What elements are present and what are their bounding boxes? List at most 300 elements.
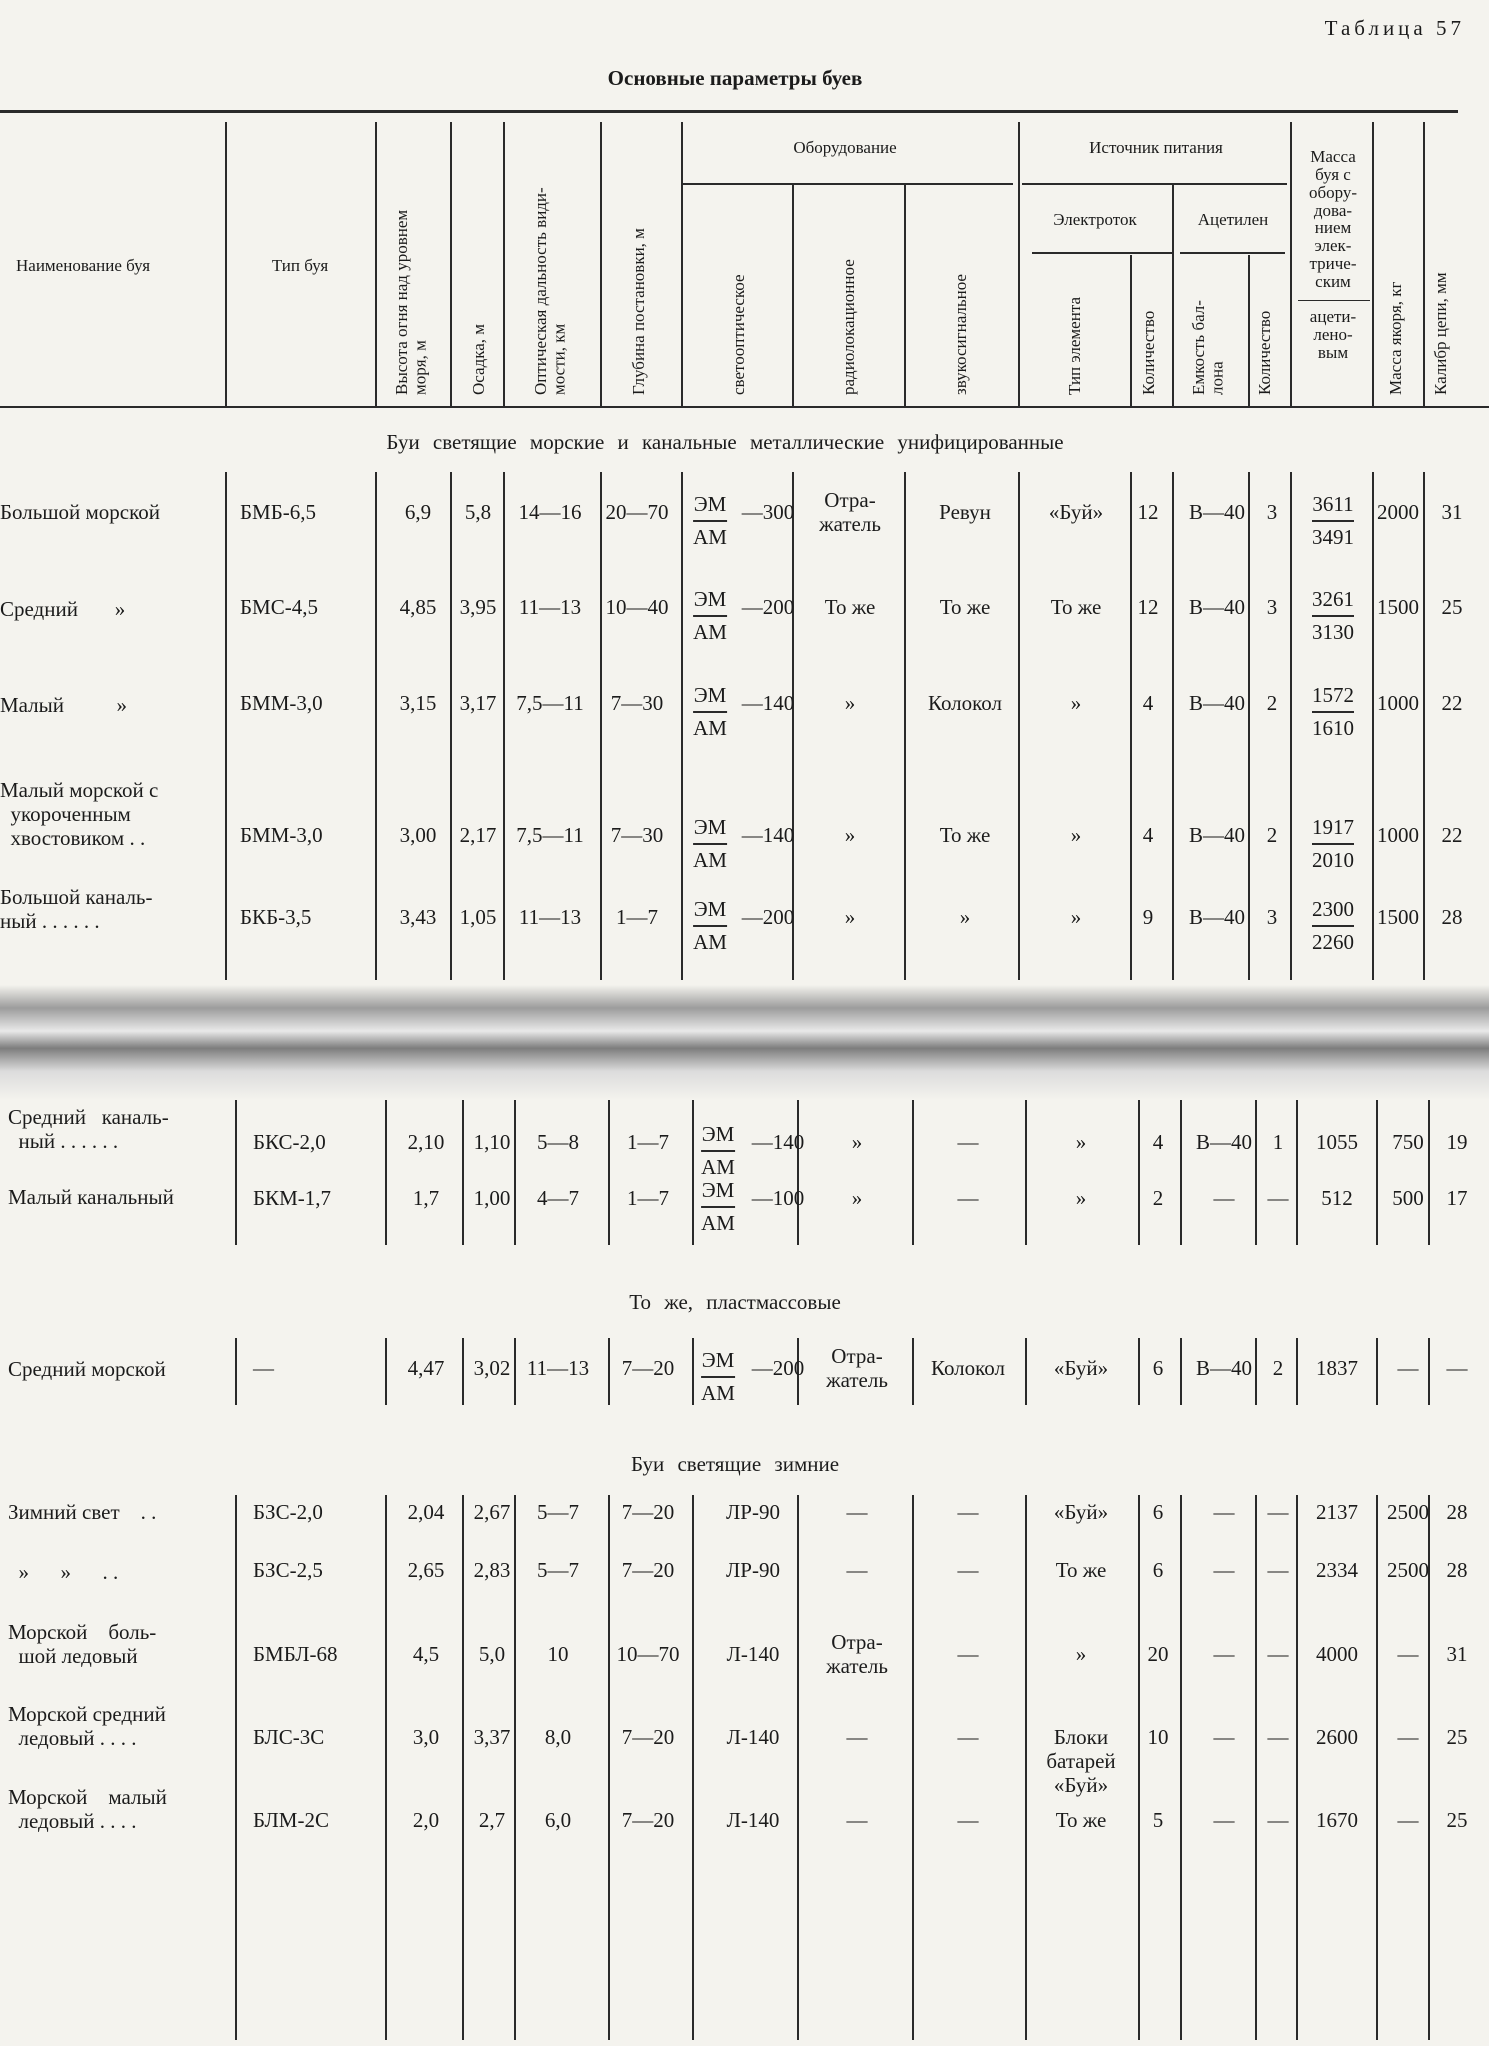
hdr-sep	[503, 122, 505, 406]
row-light-fraction-top: ЭМ	[701, 1122, 735, 1146]
row-qty2: 3	[1266, 595, 1278, 619]
row-light-fraction-bar	[701, 1150, 735, 1152]
row-capacity: В—40	[1188, 823, 1246, 847]
row-name: Зимний свет . .	[8, 1500, 157, 1524]
row-chain: 25	[1441, 595, 1463, 619]
row-range: 5—7	[537, 1558, 579, 1582]
row-height: 3,43	[399, 905, 437, 929]
row-sound: »	[959, 905, 971, 929]
row-chain: 28	[1446, 1500, 1468, 1524]
row-draft: 2,83	[473, 1558, 511, 1582]
row-qty2: 2	[1266, 823, 1278, 847]
row-light-fraction-bottom: АМ	[701, 1155, 735, 1179]
row-type: БЛС-3С	[253, 1725, 325, 1749]
row-radar: —	[846, 1500, 868, 1524]
column-separator	[1290, 472, 1292, 980]
row-chain: 31	[1441, 500, 1463, 524]
row-height: 1,7	[412, 1186, 440, 1210]
row-radar: »	[844, 823, 856, 847]
row-electric-element: »	[1070, 905, 1082, 929]
row-light-fraction-bottom: АМ	[693, 716, 727, 740]
row-light-fraction-bottom: АМ	[701, 1211, 735, 1235]
row-qty1: 6	[1152, 1356, 1164, 1380]
row-light-fraction-top: ЭМ	[693, 587, 727, 611]
row-mass-fraction-bottom: 1610	[1312, 716, 1354, 740]
row-chain: 31	[1446, 1642, 1468, 1666]
row-type: БКБ-3,5	[240, 905, 312, 929]
row-qty1: 4	[1152, 1130, 1164, 1154]
row-range: 4—7	[537, 1186, 579, 1210]
row-light-fraction-bar	[693, 843, 727, 845]
row-light-fraction	[693, 685, 727, 739]
row-lamp: —140	[741, 823, 795, 847]
row-anchor: 1000	[1377, 691, 1419, 715]
row-name: Морской средний ледовый . . . .	[8, 1702, 166, 1751]
row-height: 4,47	[407, 1356, 445, 1380]
column-separator	[1025, 1495, 1027, 2040]
hdr-sep	[1172, 185, 1174, 406]
row-sound: —	[957, 1558, 979, 1582]
row-capacity: В—40	[1188, 905, 1246, 929]
row-qty1: 6	[1152, 1500, 1164, 1524]
row-name: Большой каналь- ный . . . . . .	[0, 885, 153, 934]
row-qty2: 2	[1272, 1356, 1284, 1380]
row-mass: 1837	[1316, 1356, 1358, 1380]
column-separator	[1423, 472, 1425, 980]
row-qty2: 3	[1266, 500, 1278, 524]
section-plastic: То же, пластмассовые	[629, 1290, 841, 1314]
row-light-fraction	[693, 589, 727, 643]
row-lamp: —140	[751, 1130, 805, 1154]
row-mass-fraction-bar	[1312, 520, 1354, 522]
row-qty1: 9	[1142, 905, 1154, 929]
row-mass: 2600	[1316, 1725, 1358, 1749]
row-range: 7,5—11	[516, 823, 584, 847]
row-light-fraction-bar	[693, 615, 727, 617]
row-light-fraction-bar	[693, 925, 727, 927]
row-height: 3,15	[399, 691, 437, 715]
row-capacity: В—40	[1195, 1356, 1253, 1380]
row-light-fraction-bar	[693, 711, 727, 713]
row-type: БКС-2,0	[253, 1130, 326, 1154]
column-separator	[1172, 472, 1174, 980]
row-qty1: 12	[1137, 500, 1159, 524]
row-depth: 1—7	[627, 1186, 669, 1210]
header-sound: звукосигнальное	[951, 274, 970, 395]
row-lamp: —200	[741, 595, 795, 619]
header-height: Высота огня над уровнем моря, м	[392, 209, 430, 395]
column-separator	[375, 472, 377, 980]
column-separator	[1248, 472, 1250, 980]
hdr-sep	[1372, 122, 1374, 406]
row-electric-element: »	[1070, 823, 1082, 847]
row-height: 3,00	[399, 823, 437, 847]
row-mass: 2137	[1316, 1500, 1358, 1524]
row-draft: 2,67	[473, 1500, 511, 1524]
row-light-fraction-top: ЭМ	[693, 683, 727, 707]
row-mass: 512	[1321, 1186, 1353, 1210]
acetylene-rule	[1180, 252, 1285, 254]
row-depth: 1—7	[616, 905, 658, 929]
header-anchor: Масса якоря, кг	[1386, 281, 1405, 395]
row-depth: 7—20	[621, 1808, 675, 1832]
row-depth: 7—20	[621, 1725, 675, 1749]
header-name: Наименование буя	[16, 256, 151, 275]
row-draft: 3,17	[459, 691, 497, 715]
row-name: Средний каналь- ный . . . . . .	[8, 1105, 169, 1154]
row-mass-fraction-bar	[1312, 925, 1354, 927]
row-radar: »	[844, 905, 856, 929]
row-anchor: 1000	[1377, 823, 1419, 847]
row-draft: 1,05	[459, 905, 497, 929]
column-separator	[1018, 472, 1020, 980]
header-mass-top: Масса буя с обору- дова- нием элек- триче- ским	[1308, 147, 1358, 291]
row-draft: 3,02	[473, 1356, 511, 1380]
row-mass-fraction	[1312, 817, 1354, 871]
row-type: БМБ-6,5	[240, 500, 317, 524]
column-separator	[450, 472, 452, 980]
row-type: БМБЛ-68	[253, 1642, 338, 1666]
row-light-fraction	[701, 1124, 735, 1178]
row-type: БКМ-1,7	[253, 1186, 331, 1210]
column-separator	[1376, 1495, 1378, 2040]
hdr-sep	[792, 185, 794, 406]
row-sound: —	[957, 1725, 979, 1749]
row-draft: 3,95	[459, 595, 497, 619]
row-electric-element: »	[1075, 1186, 1087, 1210]
row-radar: »	[844, 691, 856, 715]
row-qty2: —	[1267, 1725, 1289, 1749]
row-anchor: —	[1397, 1725, 1419, 1749]
row-qty1: 5	[1152, 1808, 1164, 1832]
row-anchor: 2500	[1387, 1558, 1429, 1582]
header-element-type: Тип элемента	[1065, 296, 1084, 395]
hdr-sep	[1248, 255, 1250, 406]
header-mass-bottom: ацети- лено- вым	[1309, 307, 1357, 362]
row-sound: —	[957, 1130, 979, 1154]
column-separator	[235, 1495, 237, 2040]
column-separator	[1372, 472, 1374, 980]
row-chain: 19	[1446, 1130, 1468, 1154]
row-range: 6,0	[544, 1808, 572, 1832]
row-depth: 7—30	[610, 823, 664, 847]
row-sound: —	[957, 1186, 979, 1210]
row-light-fraction	[701, 1350, 735, 1404]
row-electric-element: То же	[1050, 595, 1102, 619]
row-light-fraction-bar	[701, 1206, 735, 1208]
hdr-sep	[1018, 122, 1020, 406]
table-number: Таблица 57	[1324, 16, 1465, 40]
row-chain: 28	[1446, 1558, 1468, 1582]
row-draft: 5,0	[478, 1642, 506, 1666]
row-qty1: 12	[1137, 595, 1159, 619]
row-light-fraction	[701, 1180, 735, 1234]
row-mass-fraction-bar	[1312, 615, 1354, 617]
column-separator	[904, 472, 906, 980]
row-qty1: 6	[1152, 1558, 1164, 1582]
row-draft: 1,00	[473, 1186, 511, 1210]
column-separator	[792, 472, 794, 980]
header-range: Оптическая дальность види- мости, км	[531, 187, 569, 395]
row-radar: —	[846, 1808, 868, 1832]
row-range: 5—8	[537, 1130, 579, 1154]
row-name: Малый канальный	[8, 1185, 174, 1209]
row-range: 8,0	[544, 1725, 572, 1749]
hdr-sep	[1423, 122, 1425, 406]
row-light-fraction-top: ЭМ	[693, 492, 727, 516]
mass-rule	[1298, 300, 1370, 301]
row-light-fraction-top: ЭМ	[693, 815, 727, 839]
row-qty1: 4	[1142, 691, 1154, 715]
column-separator	[1180, 1338, 1182, 1405]
row-sound: Колокол	[927, 691, 1003, 715]
row-light-fraction-top: ЭМ	[693, 897, 727, 921]
header-qty2: Количество	[1255, 310, 1274, 395]
row-electric-element: То же	[1055, 1808, 1107, 1832]
row-light-fraction-top: ЭМ	[701, 1178, 735, 1202]
row-capacity: —	[1213, 1725, 1235, 1749]
section-winter: Буи светящие зимние	[630, 1452, 840, 1476]
hdr-sep	[375, 122, 377, 406]
row-light-fraction-bottom: АМ	[701, 1381, 735, 1405]
row-qty1: 2	[1152, 1186, 1164, 1210]
column-separator	[797, 1495, 799, 2040]
row-electric-element: Блоки батарей «Буй»	[1046, 1725, 1116, 1798]
row-height: 3,0	[412, 1725, 440, 1749]
hdr-sep	[225, 122, 227, 406]
header-capacity: Емкость бал- лона	[1189, 300, 1227, 395]
row-mass-fraction-top: 2300	[1312, 897, 1354, 921]
row-anchor: —	[1397, 1808, 1419, 1832]
row-depth: 1—7	[627, 1130, 669, 1154]
row-chain: 25	[1446, 1725, 1468, 1749]
row-name: Средний морской	[8, 1357, 166, 1381]
column-separator	[514, 1338, 516, 1405]
row-radar: Отра- жатель	[819, 488, 881, 537]
row-radar: —	[846, 1558, 868, 1582]
row-electric-element: »	[1070, 691, 1082, 715]
header-electric: Электроток	[1053, 210, 1137, 229]
row-qty2: —	[1267, 1642, 1289, 1666]
header-qty1: Количество	[1139, 310, 1158, 395]
row-qty1: 20	[1147, 1642, 1169, 1666]
row-capacity: —	[1213, 1808, 1235, 1832]
row-qty1: 4	[1142, 823, 1154, 847]
row-qty2: 3	[1266, 905, 1278, 929]
section-metal: Буи светящие морские и канальные металлические унифицированные	[386, 430, 1064, 454]
row-height: 6,9	[404, 500, 432, 524]
row-type: БЗС-2,0	[253, 1500, 323, 1524]
header-equipment: Оборудование	[793, 138, 897, 157]
row-type: БММ-3,0	[240, 823, 323, 847]
header-chain: Калибр цепи, мм	[1431, 272, 1450, 395]
row-depth: 7—20	[621, 1558, 675, 1582]
header-bottom-rule	[0, 406, 1489, 408]
row-type: БМС-4,5	[240, 595, 318, 619]
row-anchor: 2500	[1387, 1500, 1429, 1524]
row-anchor: —	[1397, 1356, 1419, 1380]
row-electric-element: »	[1075, 1130, 1087, 1154]
row-height: 4,85	[399, 595, 437, 619]
row-electric-element: То же	[1055, 1558, 1107, 1582]
row-light-fraction-bottom: АМ	[693, 848, 727, 872]
row-draft: 5,8	[464, 500, 492, 524]
row-mass: 1670	[1316, 1808, 1358, 1832]
row-mass: 1055	[1316, 1130, 1358, 1154]
row-mass-fraction-top: 1917	[1312, 815, 1354, 839]
column-separator	[608, 1495, 610, 2040]
row-mass-fraction	[1312, 899, 1354, 953]
row-name: Малый »	[0, 693, 128, 717]
row-radar: »	[851, 1186, 863, 1210]
hdr-sep	[600, 122, 602, 406]
header-draft: Осадка, м	[469, 323, 488, 395]
header-power: Источник питания	[1089, 138, 1223, 157]
row-sound: То же	[939, 823, 991, 847]
row-type: БММ-3,0	[240, 691, 323, 715]
row-qty2: 1	[1272, 1130, 1284, 1154]
header-light: светооптическое	[729, 274, 748, 395]
row-capacity: —	[1213, 1500, 1235, 1524]
column-separator	[462, 1495, 464, 2040]
row-anchor: 1500	[1377, 595, 1419, 619]
row-anchor: 750	[1392, 1130, 1424, 1154]
row-capacity: —	[1213, 1642, 1235, 1666]
row-height: 2,0	[412, 1808, 440, 1832]
column-separator	[1255, 1495, 1257, 2040]
row-height: 2,04	[407, 1500, 445, 1524]
column-separator	[608, 1338, 610, 1405]
row-mass: 2334	[1316, 1558, 1358, 1582]
column-separator	[1255, 1338, 1257, 1405]
row-lamp: —200	[751, 1356, 805, 1380]
row-range: 10	[547, 1642, 569, 1666]
column-separator	[600, 472, 602, 980]
row-lamp: Л-140	[726, 1725, 780, 1749]
row-mass: 4000	[1316, 1642, 1358, 1666]
row-chain: 22	[1441, 823, 1463, 847]
row-sound: Колокол	[930, 1356, 1006, 1380]
row-lamp: ЛР-90	[726, 1558, 780, 1582]
electric-rule	[1032, 252, 1172, 254]
row-name: » » . .	[8, 1560, 119, 1584]
row-draft: 2,17	[459, 823, 497, 847]
column-separator	[1025, 1338, 1027, 1405]
row-lamp: —300	[741, 500, 795, 524]
row-capacity: —	[1213, 1186, 1235, 1210]
row-anchor: —	[1397, 1642, 1419, 1666]
column-separator	[1130, 472, 1132, 980]
column-separator	[1428, 1338, 1430, 1405]
row-range: 14—16	[518, 500, 582, 524]
row-type: БЗС-2,5	[253, 1558, 323, 1582]
row-radar: Отра- жатель	[826, 1344, 888, 1393]
page-fold	[0, 985, 1489, 1100]
row-lamp: —200	[741, 905, 795, 929]
row-electric-element: «Буй»	[1048, 500, 1104, 524]
row-lamp: —100	[751, 1186, 805, 1210]
row-depth: 10—40	[605, 595, 669, 619]
row-mass-fraction-top: 3261	[1312, 587, 1354, 611]
row-chain: 17	[1446, 1186, 1468, 1210]
row-radar: Отра- жатель	[826, 1630, 888, 1679]
header-top-rule	[0, 110, 1458, 113]
row-chain: 25	[1446, 1808, 1468, 1832]
row-light-fraction-bottom: АМ	[693, 930, 727, 954]
header-depth: Глубина постановки, м	[629, 228, 648, 395]
row-lamp: Л-140	[726, 1642, 780, 1666]
row-electric-element: «Буй»	[1053, 1356, 1109, 1380]
row-mass-fraction-bar	[1312, 711, 1354, 713]
column-separator	[225, 472, 227, 980]
row-chain: 22	[1441, 691, 1463, 715]
row-anchor: 2000	[1377, 500, 1419, 524]
row-name: Морской боль- шой ледовый	[8, 1620, 157, 1669]
row-qty1: 10	[1147, 1725, 1169, 1749]
row-sound: —	[957, 1642, 979, 1666]
column-separator	[1296, 1338, 1298, 1405]
row-range: 11—13	[526, 1356, 590, 1380]
row-range: 5—7	[537, 1500, 579, 1524]
row-radar: —	[846, 1725, 868, 1749]
row-height: 2,65	[407, 1558, 445, 1582]
column-separator	[692, 1495, 694, 2040]
row-chain: 28	[1441, 905, 1463, 929]
row-lamp: Л-140	[726, 1808, 780, 1832]
column-separator	[912, 1495, 914, 2040]
row-light-fraction	[693, 899, 727, 953]
row-electric-element: «Буй»	[1053, 1500, 1109, 1524]
row-qty2: —	[1267, 1558, 1289, 1582]
hdr-sep	[1290, 122, 1292, 406]
row-height: 4,5	[412, 1642, 440, 1666]
column-separator	[912, 1338, 914, 1405]
row-anchor: 500	[1392, 1186, 1424, 1210]
row-draft: 3,37	[473, 1725, 511, 1749]
row-range: 11—13	[518, 595, 582, 619]
row-name: Средний »	[0, 597, 126, 621]
row-lamp: ЛР-90	[726, 1500, 780, 1524]
header-type: Тип буя	[271, 256, 329, 275]
hdr-sep	[1130, 255, 1132, 406]
column-separator	[1296, 1495, 1298, 2040]
row-chain: —	[1446, 1356, 1468, 1380]
column-separator	[235, 1338, 237, 1405]
row-light-fraction-bottom: АМ	[693, 525, 727, 549]
row-name: Малый морской с укороченным хвостовиком . .	[0, 778, 159, 851]
row-type: БЛМ-2С	[253, 1808, 329, 1832]
row-mass-fraction-bottom: 2260	[1312, 930, 1354, 954]
row-mass-fraction	[1312, 494, 1354, 548]
column-separator	[692, 1338, 694, 1405]
row-draft: 2,7	[478, 1808, 506, 1832]
row-sound: То же	[939, 595, 991, 619]
row-type: —	[253, 1356, 274, 1380]
row-qty2: —	[1267, 1808, 1289, 1832]
column-separator	[1180, 1495, 1182, 2040]
row-qty2: —	[1267, 1186, 1289, 1210]
row-depth: 7—20	[621, 1500, 675, 1524]
row-depth: 7—20	[621, 1356, 675, 1380]
hdr-sep	[450, 122, 452, 406]
row-depth: 20—70	[605, 500, 669, 524]
hdr-sep	[904, 185, 906, 406]
row-mass-fraction-bottom: 3130	[1312, 620, 1354, 644]
row-light-fraction-bar	[693, 520, 727, 522]
column-separator	[514, 1495, 516, 2040]
row-lamp: —140	[741, 691, 795, 715]
row-mass-fraction-bottom: 2010	[1312, 848, 1354, 872]
